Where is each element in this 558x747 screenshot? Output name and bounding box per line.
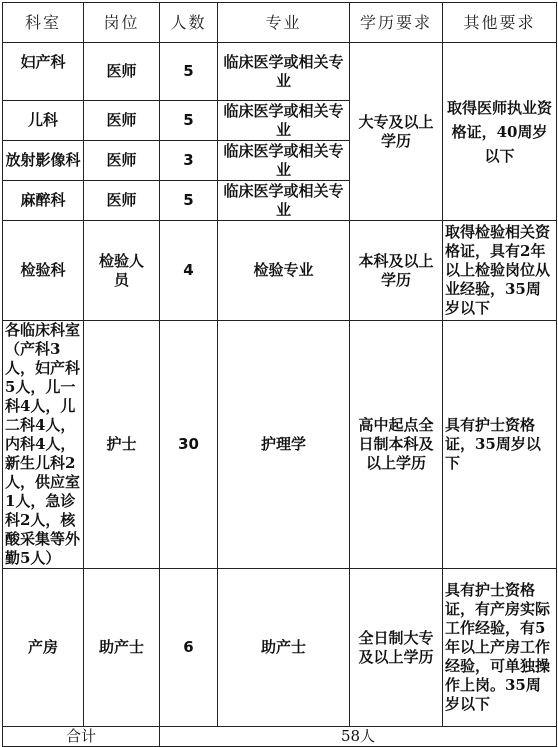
major-cell: 护理学 <box>218 321 350 569</box>
total-value: 58人 <box>160 727 557 747</box>
dept-cell: 各临床科室（产科3人，妇产科5人，儿一科4人，儿二科4人，内科4人，新生儿科2人，供应室1人，急诊科2人，核酸采集等外勤5人） <box>3 321 84 569</box>
header-row <box>3 3 557 43</box>
post-cell: 护士 <box>84 321 160 569</box>
physician-other-cell: 取得医师执业资格证，40周岁以下 <box>443 43 557 221</box>
major-cell: 临床医学或相关专业 <box>218 181 350 221</box>
post-cell: 医师 <box>84 141 160 181</box>
other-cell: 取得检验相关资格证，具有2年以上检验岗位从业经验，35周岁以下 <box>443 221 557 321</box>
major-cell: 临床医学或相关专业 <box>218 43 350 101</box>
count-cell: 4 <box>160 221 218 321</box>
dept-cell: 放射影像科 <box>3 141 84 181</box>
count-cell: 30 <box>160 321 218 569</box>
education-cell: 本科及以上学历 <box>350 221 443 321</box>
count-cell: 3 <box>160 141 218 181</box>
header-count: 人数 <box>160 3 218 43</box>
header-post: 岗位 <box>84 3 160 43</box>
total-row <box>3 727 557 747</box>
major-cell: 检验专业 <box>218 221 350 321</box>
recruitment-table <box>2 2 557 747</box>
table-row <box>3 221 557 321</box>
dept-cell: 妇产科 <box>3 43 84 101</box>
post-cell: 医师 <box>84 101 160 141</box>
major-cell: 助产士 <box>218 569 350 727</box>
count-cell: 5 <box>160 43 218 101</box>
table-row <box>3 321 557 569</box>
post-cell: 医师 <box>84 43 160 101</box>
table-row <box>3 569 557 727</box>
table-row <box>3 43 557 101</box>
header-other: 其他要求 <box>443 3 557 43</box>
other-cell: 具有护士资格证，35周岁以下 <box>443 321 557 569</box>
header-dept: 科室 <box>3 3 84 43</box>
header-major: 专业 <box>218 3 350 43</box>
major-cell: 临床医学或相关专业 <box>218 141 350 181</box>
education-cell: 高中起点全日制本科及以上学历 <box>350 321 443 569</box>
post-cell: 助产士 <box>84 569 160 727</box>
dept-cell: 麻醉科 <box>3 181 84 221</box>
total-label: 合计 <box>3 727 160 747</box>
header-education: 学历要求 <box>350 3 443 43</box>
other-cell: 具有护士资格证，有产房实际工作经验，有5年以上产房工作经验，可单独操作上岗。35周岁以下 <box>443 569 557 727</box>
major-cell: 临床医学或相关专业 <box>218 101 350 141</box>
count-cell: 6 <box>160 569 218 727</box>
education-cell: 全日制大专及以上学历 <box>350 569 443 727</box>
count-cell: 5 <box>160 181 218 221</box>
post-cell: 医师 <box>84 181 160 221</box>
post-cell: 检验人员 <box>84 221 160 321</box>
physician-education-cell: 大专及以上学历 <box>350 43 443 221</box>
count-cell: 5 <box>160 101 218 141</box>
dept-cell: 儿科 <box>3 101 84 141</box>
dept-cell: 检验科 <box>3 221 84 321</box>
dept-cell: 产房 <box>3 569 84 727</box>
